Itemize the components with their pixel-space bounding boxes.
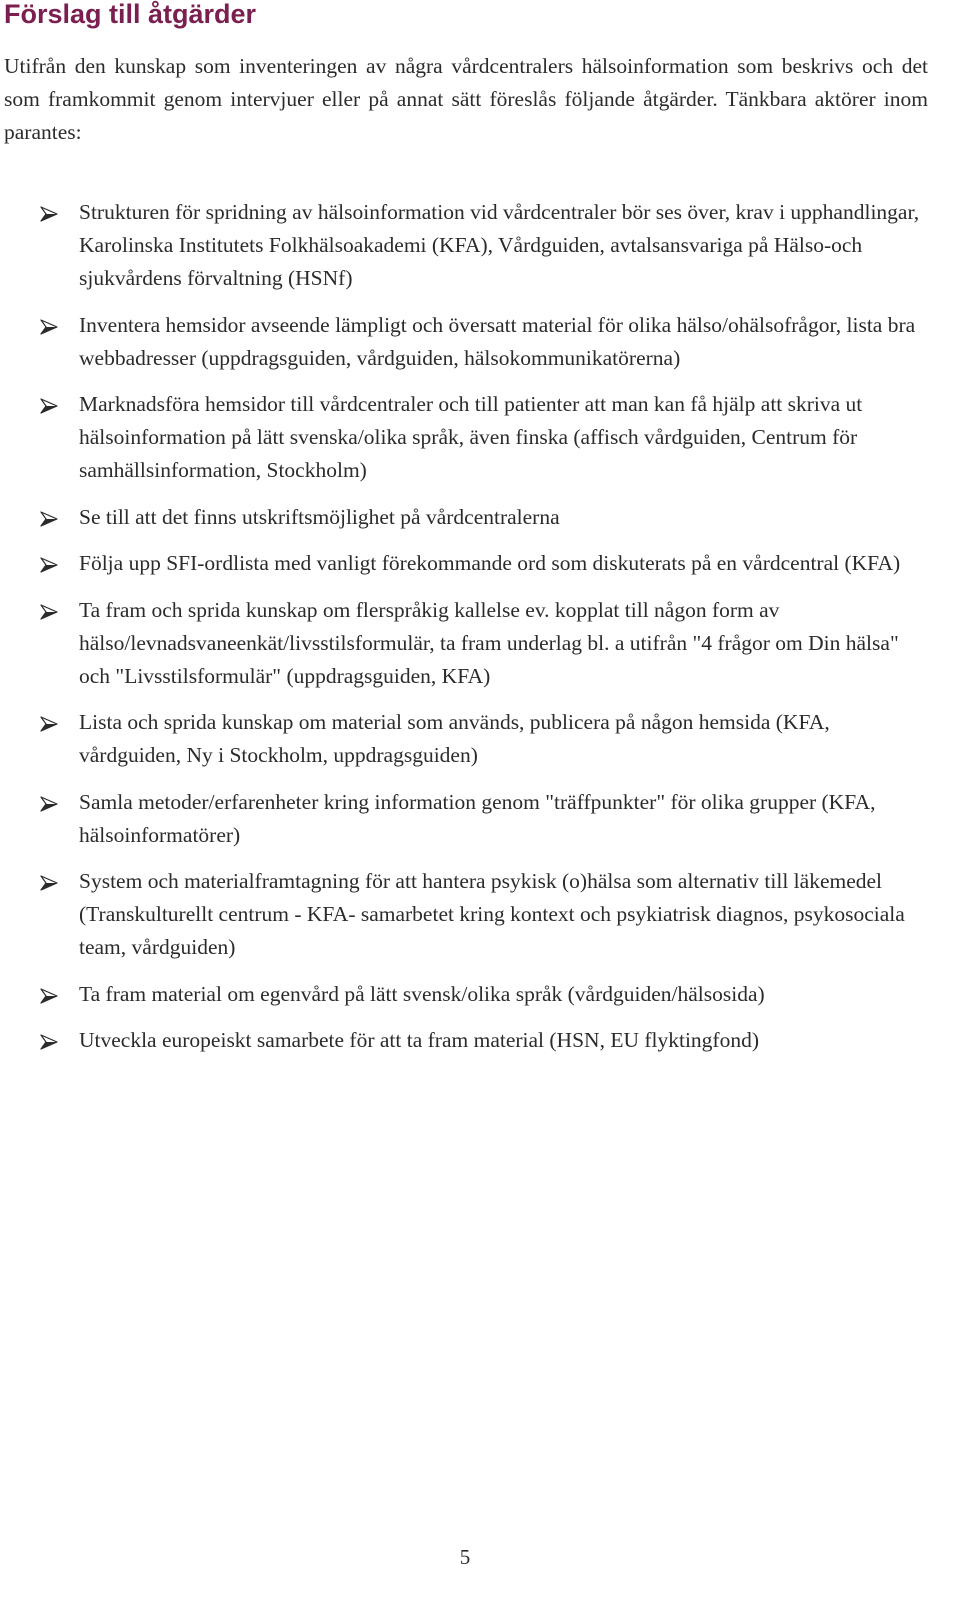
list-item [0,865,930,964]
arrowhead-bullet-icon [40,875,58,891]
list-item [0,594,930,693]
list-item-text: Lista och sprida kunskap om material som används, publicera på någon hemsida (KFA, vårdguiden, Ny i Stockholm, uppdragsguiden) [79,710,830,767]
arrowhead-bullet-icon [40,604,58,620]
list-item-text: Utveckla europeiskt samarbete för att ta fram material (HSN, EU flyktingfond) [79,1028,760,1052]
arrowhead-bullet-icon [40,319,58,335]
arrowhead-bullet-icon [40,1034,58,1050]
list-item [0,706,930,772]
page-number: 5 [459,1545,471,1569]
list-item [0,978,930,1011]
list-item [0,196,930,295]
list-item [0,501,930,534]
arrowhead-bullet-icon [40,398,58,414]
list-item-text: System och materialframtagning för att hantera psykisk (o)hälsa som alternativ till läkemedel (Transkulturellt centrum - KFA- samarbetet kring kontext och psykiatrisk diagnos, psykosociala team, vårdguiden) [79,869,905,959]
arrowhead-bullet-icon [40,796,58,812]
intro-paragraph: Utifrån den kunskap som inventeringen av några vårdcentralers hälsoinformation som beskrivs och det som framkommit genom intervjuer eller på annat sätt föreslås följande åtgärder. Tänkbara aktörer inom parantes: [4,54,928,144]
list-item [0,388,930,487]
action-list [0,196,930,1071]
list-item-text: Ta fram material om egenvård på lätt svensk/olika språk (vårdguiden/hälsosida) [79,981,765,1006]
list-item-text: Inventera hemsidor avseende lämpligt och översatt material för olika hälso/ohälsofrågor, lista bra webbadresser (uppdragsguiden, vårdguiden, hälsokommunikatörerna) [79,312,916,370]
arrowhead-bullet-icon [40,206,58,222]
list-item [0,1024,930,1057]
arrowhead-bullet-icon [40,557,58,573]
list-item-text: Strukturen för spridning av hälsoinformation vid vårdcentraler bör ses över, krav i upphandlingar, Karolinska Institutets Folkhälsoakademi (KFA), Vårdguiden, avtalsansvariga på Hälso-och sjukvårdens förvaltning (HSNf) [79,200,920,290]
list-item [0,547,930,580]
arrowhead-bullet-icon [40,511,58,527]
list-item-text: Marknadsföra hemsidor till vårdcentraler och till patienter att man kan få hjälp att skriva ut hälsoinformation på lätt svenska/olika språk, även finska (affisch vårdguiden, Centrum för samhällsinformation, Stockholm) [79,392,863,482]
list-item-text: Följa upp SFI-ordlista med vanligt förekommande ord som diskuterats på en vårdcentral (KFA) [79,551,901,575]
arrowhead-bullet-icon [40,988,58,1004]
list-item [0,309,930,375]
list-item-text: Samla metoder/erfarenheter kring information genom "träffpunkter" för olika grupper (KFA, hälsoinformatörer) [79,789,876,847]
list-item [0,786,930,852]
list-item-text: Se till att det finns utskriftsmöjlighet på vårdcentralerna [79,504,560,529]
list-item-text: Ta fram och sprida kunskap om flerspråkig kallelse ev. kopplat till någon form av hälso/levnadsvaneenkät/livsstilsformulär, ta fram underlag bl. a utifrån "4 frågor om Din hälsa" och "Livsstilsformulär" (uppdragsguiden, KFA) [79,597,899,688]
arrowhead-bullet-icon [40,716,58,732]
page-heading: Förslag till åtgärder [4,0,257,29]
